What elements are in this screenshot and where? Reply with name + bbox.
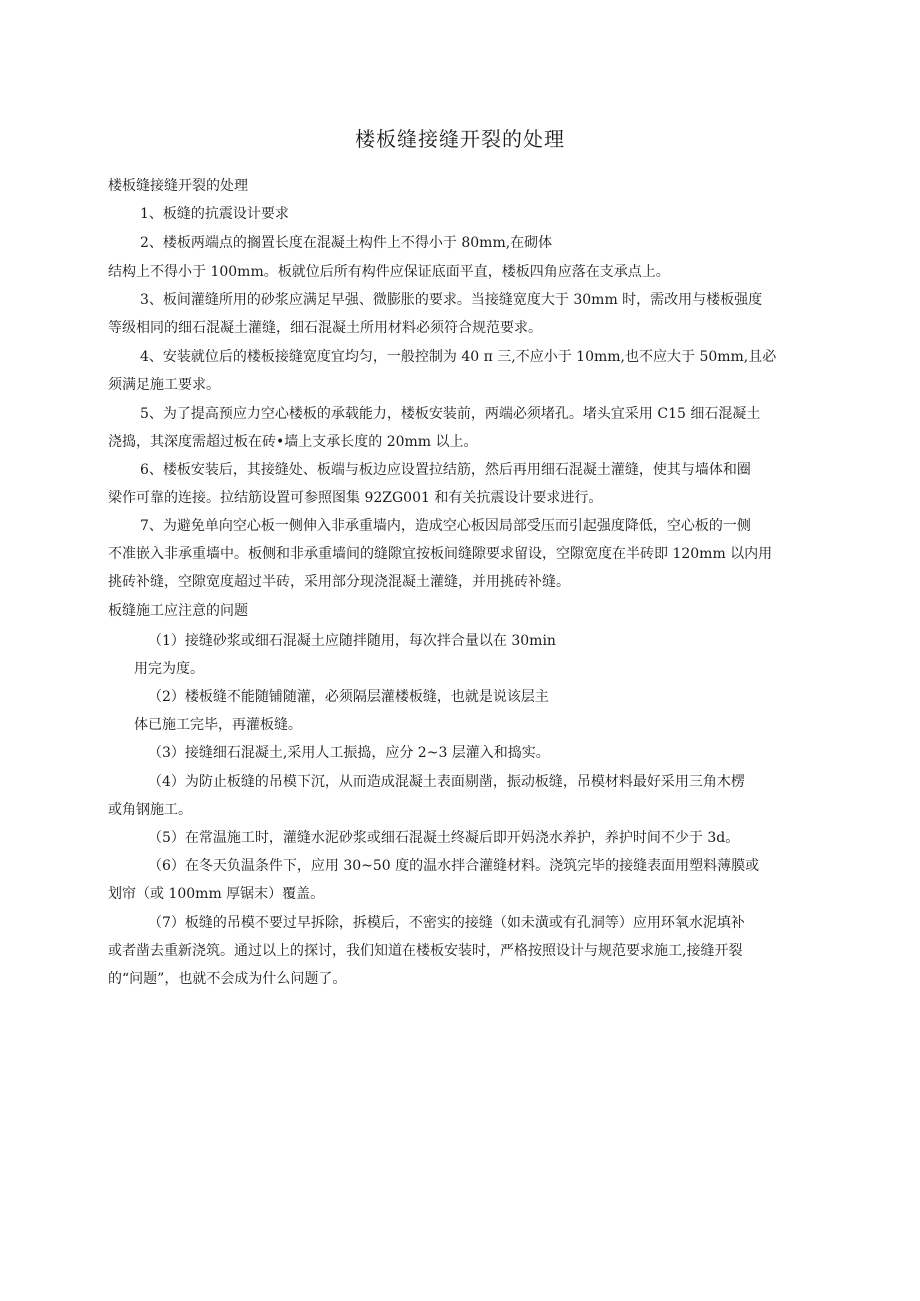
page-title: 楼板缝接缝开裂的处理	[355, 127, 565, 151]
list-item: （5）在常温施工时，灌缝水泥砂浆或细石混凝土终凝后即开妈浇水养护，养护时间不少于 3d。	[148, 830, 740, 846]
paragraph-line: 浇捣，其深度需超过板在砖•墙上支承长度的 20mm 以上。	[108, 434, 478, 450]
paragraph-line: 6、楼板安装后，其接缝处、板端与板边应设置拉结筋，然后再用细石混凝土灌缝，使其与墙体和圈	[140, 462, 751, 478]
paragraph-line: 4、安装就位后的楼板接缝宽度宜均匀，一般控制为 40 π 三,不应小于 10mm,也不应大于 50mm,且必	[140, 349, 777, 365]
paragraph-line: 结构上不得小于 100mm。板就位后所有构件应保证底面平直，楼板四角应落在支承点上。	[108, 264, 670, 280]
list-item: 体已施工完毕，再灌板缝。	[134, 717, 302, 733]
list-item: 或者凿去重新浇筑。通过以上的探讨，我们知道在楼板安装时，严格按照设计与规范要求施工,接缝开裂	[108, 943, 743, 959]
list-item: 用完为度。	[134, 661, 204, 677]
list-item: （1）接缝砂浆或细石混凝土应随拌随用，每次拌合量以在 30min	[148, 633, 556, 649]
paragraph-line: 梁作可靠的连接。拉结筋设置可参照图集 92ZG001 和有关抗震设计要求进行。	[108, 490, 603, 506]
list-item: 划帘（或 100mm 厚锯末）覆盖。	[108, 886, 325, 902]
list-item: （4）为防止板缝的吊模下沉，从而造成混凝土表面剔凿，振动板缝，吊模材料最好采用三角木楞	[148, 774, 745, 790]
list-item: 或角钢施工。	[108, 802, 192, 818]
paragraph-line: 7、为避免单向空心板一侧伸入非承重墙内，造成空心板因局部受压而引起强度降低，空心板的一侧	[140, 518, 751, 534]
paragraph-line: 须满足施工要求。	[108, 377, 220, 393]
section-heading: 楼板缝接缝开裂的处理	[108, 178, 248, 194]
list-item: （3）接缝细石混凝土,采用人工振捣，应分 2~3 层灌入和捣实。	[148, 745, 550, 761]
section-heading: 板缝施工应注意的问题	[108, 603, 248, 619]
paragraph-line: 等级相同的细石混凝土灌缝，细石混凝土所用材料必须符合规范要求。	[108, 320, 542, 336]
list-item: 的“问题”，也就不会成为什么问题了。	[108, 971, 347, 987]
list-item: （7）板缝的吊模不要过早拆除，拆模后，不密实的接缝（如未潢或有孔洞等）应用环氧水泥填补	[148, 915, 745, 931]
list-item: （6）在冬天负温条件下，应用 30~50 度的温水拌合灌缝材料。浇筑完毕的接缝表面用塑料薄膜或	[148, 858, 760, 874]
list-item: （2）楼板缝不能随铺随灌，必须隔层灌楼板缝，也就是说该层主	[148, 689, 549, 705]
paragraph-line: 2、楼板两端点的搁置长度在混凝土构件上不得小于 80mm,在砌体	[140, 235, 553, 251]
paragraph-line: 1、板缝的抗震设计要求	[140, 206, 289, 222]
paragraph-line: 5、为了提高预应力空心楼板的承载能力，楼板安装前，两端必须堵孔。堵头宜采用 C15 细石混凝土	[140, 406, 761, 422]
paragraph-line: 不准嵌入非承重墙中。板侧和非承重墙间的缝隙宜按板间缝隙要求留设，空隙宽度在半砖即 120mm 以内用	[108, 546, 773, 562]
paragraph-line: 挑砖补缝，空隙宽度超过半砖，采用部分现浇混凝土灌缝，并用挑砖补缝。	[108, 574, 570, 590]
paragraph-line: 3、板间灌缝所用的砂浆应满足早强、微膨胀的要求。当接缝宽度大于 30mm 时，需改用与楼板强度	[140, 292, 763, 308]
